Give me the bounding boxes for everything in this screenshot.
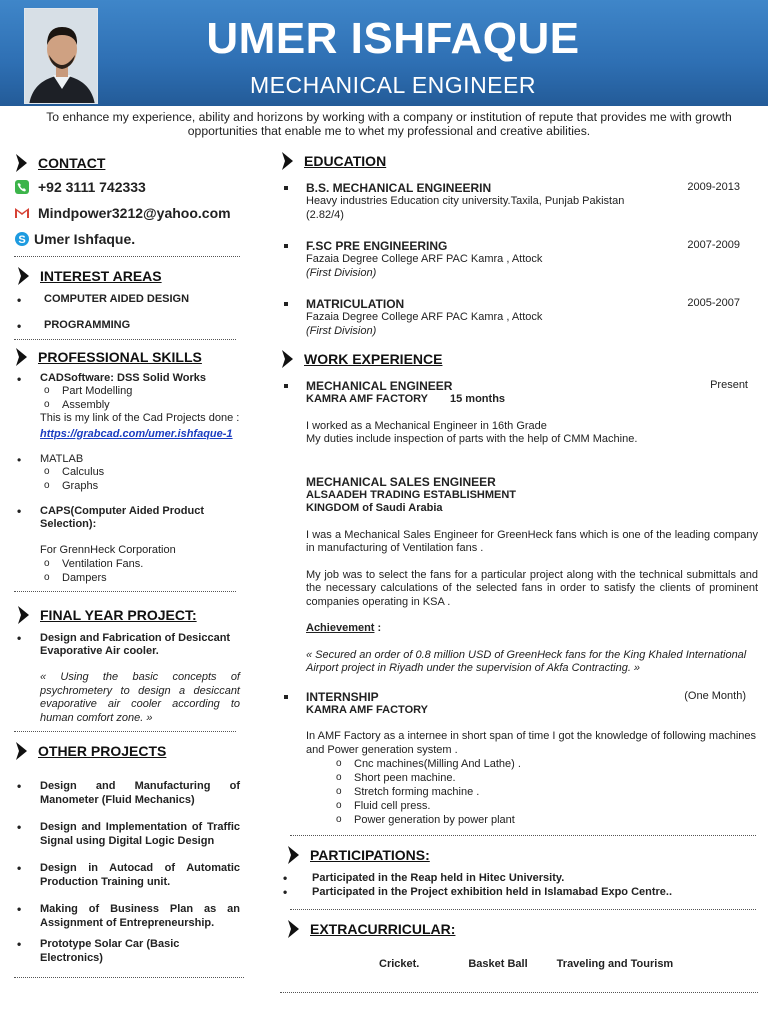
job-title: INTERNSHIP — [306, 689, 379, 704]
skill-matlab: • MATLAB — [14, 453, 240, 465]
section-divider — [14, 977, 244, 978]
left-column — [14, 150, 240, 978]
list-item: • Design in Autocad of Automatic Production Training unit. — [14, 862, 240, 903]
machine-item: o Power generation by power plant — [306, 813, 758, 827]
fyp-item: • Design and Fabrication of Desiccant Evaporative Air cooler. — [14, 632, 240, 658]
caps-for: For GrennHeck Corporation — [40, 543, 176, 556]
job-when: (One Month) — [684, 689, 746, 702]
list-item: • PROGRAMMING — [14, 319, 240, 335]
machine-item: o Fluid cell press. — [306, 799, 758, 813]
list-item: • Prototype Solar Car (Basic Electronics) — [14, 938, 240, 965]
internship-item — [280, 690, 758, 828]
job-title: MECHANICAL SALES ENGINEER — [306, 474, 496, 489]
fyp-heading — [14, 604, 240, 626]
degree-years: 2009-2013 — [687, 181, 740, 193]
interest-heading — [14, 265, 240, 287]
skill-sub-item: o Assembly — [14, 398, 240, 412]
phone-number[interactable]: +92 3111 742333 — [38, 179, 146, 195]
work-title: WORK EXPERIENCE — [304, 351, 443, 367]
chevron-right-icon — [280, 349, 296, 369]
skill-sub-item: o Calculus — [14, 465, 240, 479]
education-item — [280, 239, 758, 280]
degree-years: 2007-2009 — [687, 239, 740, 251]
activity-item: Cricket. — [379, 958, 420, 970]
list-item: • Design and Implementation of Traffic Signal using Digital Logic Design — [14, 821, 240, 862]
activity-item: Traveling and Tourism — [556, 958, 674, 970]
objective-statement: To enhance my experience, ability and horizons by working with a company or institution of repute that provides me with growth opportunities that enable me to whet my professional and creative abilities. — [46, 110, 732, 138]
degree-note: (First Division) — [306, 266, 377, 279]
education-heading — [280, 150, 758, 172]
list-item: • Participated in the Reap held in Hitec University. — [280, 871, 758, 885]
chevron-right-icon — [14, 347, 30, 367]
contact-heading — [14, 152, 240, 174]
degree-note: (2.82/4) — [306, 208, 344, 221]
skill-sub-item: o Part Modelling — [14, 384, 240, 398]
participations-heading — [280, 844, 758, 866]
chevron-right-icon — [280, 151, 296, 171]
fyp-title: FINAL YEAR PROJECT: — [40, 607, 197, 623]
section-divider — [14, 591, 236, 592]
svg-text:S: S — [18, 234, 26, 246]
contact-title: CONTACT — [38, 155, 106, 171]
extracurricular-list — [280, 958, 758, 970]
extracurricular-title: EXTRACURRICULAR: — [310, 921, 456, 937]
job-paragraph: I was a Mechanical Sales Engineer for GreenHeck fans which is one of the leading company in manufacturing of Ventilation fans . — [306, 528, 758, 554]
cad-projects-link[interactable]: https://grabcad.com/umer.ishfaque-1 — [40, 427, 233, 440]
machine-item: o Short peen machine. — [306, 771, 758, 785]
section-divider — [290, 909, 756, 910]
job-country: KINGDOM of Saudi Arabia — [306, 502, 443, 514]
chevron-right-icon — [286, 845, 302, 865]
chevron-right-icon — [14, 153, 30, 173]
job-title: MECHANICAL ENGINEER — [306, 379, 453, 393]
school-name: Heavy industries Education city university.Taxila, Punjab Pakistan — [306, 195, 625, 207]
chevron-right-icon — [14, 741, 30, 761]
job-when: Present — [710, 379, 748, 391]
skill-sub-item: o Dampers — [14, 571, 240, 585]
job-paragraph: My job was to select the fans for a particular project along with the technical submittals and the necessary calculations of the selected fans in order to satisfy the clients of prominent companies operating in KSA . — [306, 568, 758, 608]
skill-cad: • CADSoftware: DSS Solid Works — [14, 372, 240, 384]
list-item: • COMPUTER AIDED DESIGN — [14, 293, 240, 319]
job-org: ALSAADEH TRADING ESTABLISHMENT — [306, 488, 517, 501]
list-item: • Making of Business Plan as an Assignment of Entrepreneurship. — [14, 903, 240, 938]
section-divider — [14, 731, 236, 732]
job-duration: 15 months — [450, 393, 506, 405]
job-line: I worked as a Mechanical Engineer in 16th Grade — [306, 419, 547, 432]
achievement-text: « Secured an order of 0.8 million USD of GreenHeck fans for the King Khaled International Airport project in Riyadh under the supervision of Akfa Contracting. » — [306, 648, 747, 674]
job-item — [280, 475, 758, 676]
degree-years: 2005-2007 — [687, 297, 740, 309]
email-address[interactable]: Mindpower3212@yahoo.com — [38, 205, 231, 221]
interest-title: INTEREST AREAS — [40, 268, 162, 284]
job-org: KAMRA AMF FACTORY — [306, 393, 429, 405]
skype-icon — [14, 231, 30, 247]
other-projects-list — [14, 780, 240, 965]
activity-item: Basket Ball — [468, 958, 528, 970]
cad-link-intro: This is my link of the Cad Projects done : — [40, 412, 240, 424]
chevron-right-icon — [16, 605, 32, 625]
other-heading — [14, 740, 240, 762]
fyp-quote: « Using the basic concepts of psychrometery to design a desiccant evaporative air cooler according to human comfort zone. » — [40, 671, 240, 724]
skill-caps: • CAPS(Computer Aided Product Selection): — [14, 505, 240, 531]
header-banner — [0, 0, 768, 106]
mail-icon — [14, 205, 30, 221]
education-item — [280, 181, 758, 222]
other-title: OTHER PROJECTS — [38, 743, 167, 759]
education-title: EDUCATION — [304, 153, 387, 169]
phone-row — [14, 174, 240, 200]
work-heading — [280, 348, 758, 370]
job-item — [280, 379, 758, 447]
achievement-colon: : — [374, 622, 382, 634]
skype-row — [14, 226, 240, 252]
degree-title: F.SC PRE ENGINEERING — [306, 239, 448, 253]
list-item: • Participated in the Project exhibition held in Islamabad Expo Centre.. — [280, 885, 758, 899]
participations-title: PARTICIPATIONS: — [310, 847, 430, 863]
participations-list — [280, 871, 758, 899]
chevron-right-icon — [16, 266, 32, 286]
skills-list — [14, 372, 240, 585]
skill-sub-item: o Graphs — [14, 479, 240, 493]
role-subtitle: MECHANICAL ENGINEER — [250, 72, 536, 98]
job-line: My duties include inspection of parts with the help of CMM Machine. — [306, 433, 638, 445]
machine-item: o Cnc machines(Milling And Lathe) . — [306, 757, 758, 771]
school-name: Fazaia Degree College ARF PAC Kamra , Attock — [306, 311, 543, 323]
skype-name[interactable]: Umer Ishfaque. — [34, 231, 136, 247]
school-name: Fazaia Degree College ARF PAC Kamra , Attock — [306, 253, 543, 265]
skills-title: PROFESSIONAL SKILLS — [38, 349, 202, 365]
skill-sub-item: o Ventilation Fans. — [14, 557, 240, 571]
extracurricular-heading — [280, 918, 758, 940]
job-paragraph: In AMF Factory as a internee in short span of time I got the knowledge of following machines and Power generation system . — [306, 730, 757, 756]
interest-list — [14, 293, 240, 335]
section-divider — [280, 992, 758, 993]
chevron-right-icon — [286, 919, 302, 939]
degree-title: MATRICULATION — [306, 297, 405, 311]
section-divider — [14, 339, 236, 340]
name-title: UMER ISHFAQUE — [206, 14, 580, 63]
email-row — [14, 200, 240, 226]
list-item: • Design and Manufacturing of Manometer (Fluid Mechanics) — [14, 780, 240, 821]
section-divider — [14, 256, 240, 257]
degree-note: (First Division) — [306, 324, 377, 337]
section-divider — [290, 835, 756, 836]
degree-title: B.S. MECHANICAL ENGINEERIN — [306, 181, 492, 195]
right-column — [280, 150, 758, 993]
machine-item: o Stretch forming machine . — [306, 785, 758, 799]
skills-heading — [14, 346, 240, 368]
phone-icon — [14, 179, 30, 195]
achievement-label: Achievement — [306, 622, 375, 634]
education-item — [280, 297, 758, 338]
job-org: KAMRA AMF FACTORY — [306, 703, 429, 716]
